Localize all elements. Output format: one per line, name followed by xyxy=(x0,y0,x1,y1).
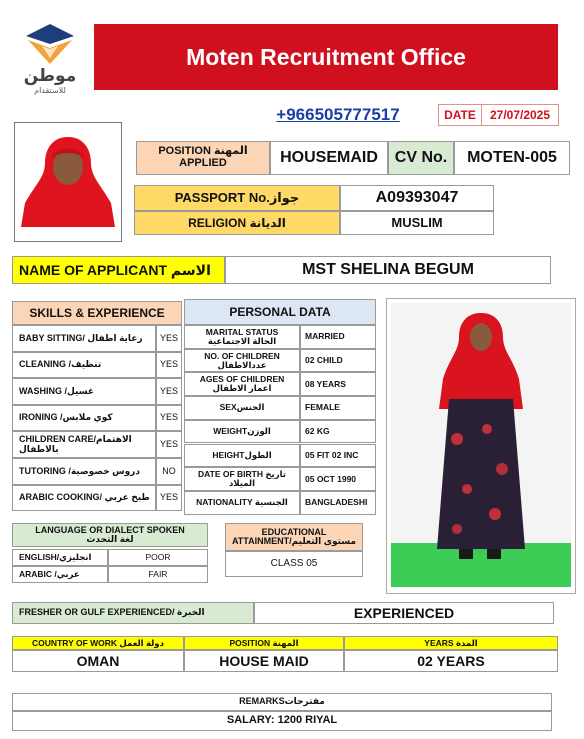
remarks-label: REMARKSمقترحات xyxy=(12,693,552,711)
personal-data-title: PERSONAL DATA xyxy=(184,299,376,325)
language-label: ARABIC /عربي xyxy=(12,566,108,583)
skill-value: YES xyxy=(156,431,182,458)
skill-label: CLEANING /تنظيف xyxy=(12,352,156,379)
applicant-full-photo xyxy=(386,298,576,594)
skill-label: IRONING /كوي ملابس xyxy=(12,405,156,432)
work-value: OMAN xyxy=(12,650,184,672)
language-label: ENGLISH/انجليزي xyxy=(12,549,108,566)
personal-label: SEXالجنس xyxy=(184,396,300,420)
work-header: YEARS المدة xyxy=(344,636,558,650)
cv-label: CV No. xyxy=(388,141,454,175)
cv-value: MOTEN-005 xyxy=(454,141,570,175)
company-logo-icon xyxy=(22,22,78,66)
skill-value: YES xyxy=(156,352,182,379)
language-value: POOR xyxy=(108,549,208,566)
personal-label: NO. OF CHILDREN عددالاطفال xyxy=(184,349,300,373)
skill-value: YES xyxy=(156,485,182,512)
portrait-icon xyxy=(15,123,121,241)
passport-label: PASSPORT No.جواز xyxy=(134,185,340,211)
work-value: 02 YEARS xyxy=(344,650,558,672)
skill-label: TUTORING /دروس خصوصية xyxy=(12,458,156,485)
remarks-value: SALARY: 1200 RIYAL xyxy=(12,711,552,731)
personal-value: 08 YEARS xyxy=(300,372,376,396)
page-title: Moten Recruitment Office xyxy=(94,24,558,90)
language-value: FAIR xyxy=(108,566,208,583)
personal-label: DATE OF BIRTH تاريخ الميلاد xyxy=(184,467,300,491)
skill-label: ARABIC COOKING/ طبخ عربي xyxy=(12,485,156,512)
personal-value: MARRIED xyxy=(300,325,376,349)
personal-value: BANGLADESHI xyxy=(300,491,376,515)
skills-title: SKILLS & EXPERIENCE xyxy=(12,301,182,325)
applicant-name-value: MST SHELINA BEGUM xyxy=(225,256,551,284)
work-header: POSITION المهنة xyxy=(184,636,344,650)
language-title: LANGUAGE OR DIALECT SPOKEN لغة التحدث xyxy=(12,523,208,547)
education-title: EDUCATIONAL ATTAINMENT/مستوى التعليم xyxy=(225,523,363,551)
personal-label: NATIONALITY الجنسية xyxy=(184,491,300,515)
applicant-portrait-photo xyxy=(14,122,122,242)
skill-label: BABY SITTING/ رعاية اطفال xyxy=(12,325,156,352)
logo-text: موطن xyxy=(23,66,77,85)
personal-label: HEIGHTالطول xyxy=(184,444,300,468)
passport-value: A09393047 xyxy=(340,185,494,211)
skill-value: YES xyxy=(156,325,182,352)
skill-value: NO xyxy=(156,458,182,485)
work-header: COUNTRY OF WORK دولة العمل xyxy=(12,636,184,650)
personal-label: MARITAL STATUS الحالة الاجتماعية xyxy=(184,325,300,349)
logo-subtext: للاستقدام xyxy=(34,86,66,95)
position-value: HOUSEMAID xyxy=(270,141,388,175)
personal-value: FEMALE xyxy=(300,396,376,420)
date-label: DATE xyxy=(438,104,482,126)
skill-value: YES xyxy=(156,378,182,405)
position-label: POSITION المهنة APPLIED xyxy=(136,141,270,175)
experience-label: FRESHER OR GULF EXPERIENCED/ الخبرة xyxy=(12,602,254,624)
experience-value: EXPERIENCED xyxy=(254,602,554,624)
personal-value: 02 CHILD xyxy=(300,349,376,373)
work-value: HOUSE MAID xyxy=(184,650,344,672)
personal-label: AGES OF CHILDREN اعمار الاطفال xyxy=(184,372,300,396)
personal-value: 05 OCT 1990 xyxy=(300,467,376,491)
religion-label: RELIGION الديانة xyxy=(134,211,340,235)
phone-number-link[interactable]: +966505777517 xyxy=(276,105,400,125)
skill-label: WASHING /غسيل xyxy=(12,378,156,405)
skill-value: YES xyxy=(156,405,182,432)
personal-value: 62 KG xyxy=(300,420,376,444)
personal-value: 05 FIT 02 INC xyxy=(300,444,376,468)
religion-value: MUSLIM xyxy=(340,211,494,235)
date-value: 27/07/2025 xyxy=(481,104,559,126)
applicant-name-label: NAME OF APPLICANT الاسم xyxy=(12,256,225,284)
personal-label: WEIGHTالوزن xyxy=(184,420,300,444)
full-body-photo-icon xyxy=(387,299,575,593)
skill-label: CHILDREN CARE/الاهتمام بالاطفال xyxy=(12,431,156,458)
education-value: CLASS 05 xyxy=(225,551,363,577)
